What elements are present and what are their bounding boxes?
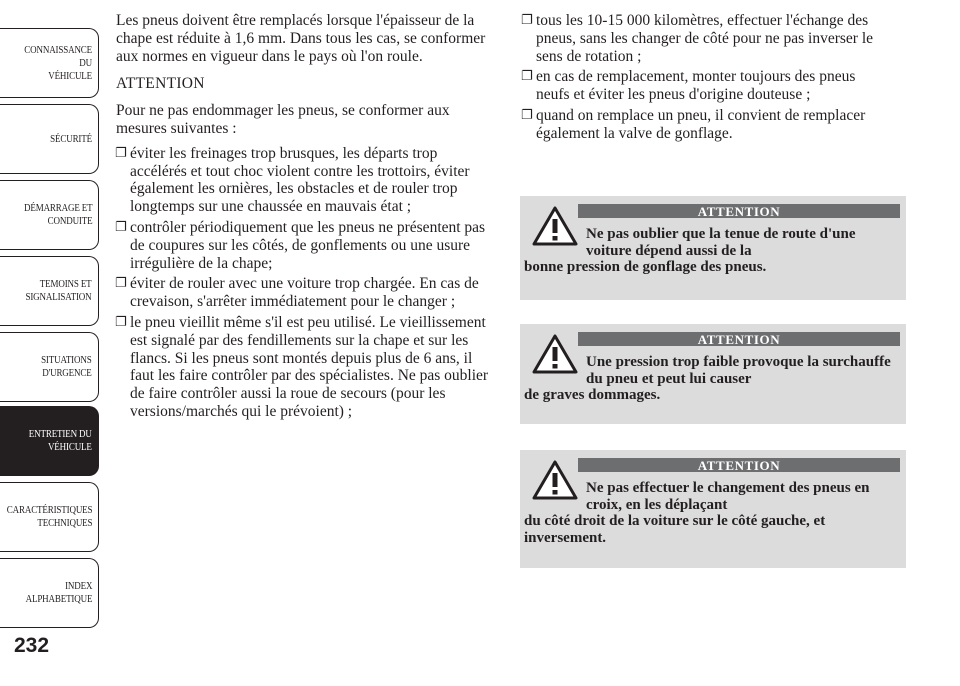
tab-demarrage-et-conduite[interactable]	[0, 180, 99, 250]
list-item: ❐ quand on remplace un pneu, il convient de remplacer également la valve de gonflage.	[522, 107, 892, 143]
list-item: ❐ contrôler périodiquement que les pneus ne présentent pas de coupures sur les côtés, de gonflements ou une usure irrégulière de la chape;	[116, 219, 496, 272]
tab-label: SÉCURITÉ	[50, 132, 92, 145]
tab-securite[interactable]	[0, 104, 99, 174]
tab-situations-d-urgence[interactable]	[0, 332, 99, 402]
warning-text	[524, 480, 900, 546]
tire-care-list	[116, 145, 496, 421]
tab-label: ENTRETIEN DU VÉHICULE	[29, 428, 92, 453]
tire-rotation-list	[522, 12, 892, 143]
warning-text-indented: Ne pas oublier que la tenue de route d'une voiture dépend aussi de la	[586, 226, 856, 259]
warning-text	[524, 354, 900, 404]
tab-label: TEMOINS ET SIGNALISATION	[25, 278, 92, 303]
list-item: ❐ tous les 10-15 000 kilomètres, effectuer l'échange des pneus, sans les changer de côté pour ne pas inverser le sens de rotation ;	[522, 12, 892, 65]
list-item: ❐ en cas de remplacement, monter toujours des pneus neufs et éviter les pneus d'origine douteuse ;	[522, 68, 892, 104]
warning-box	[520, 324, 906, 424]
intro-paragraph: Les pneus doivent être remplacés lorsque l'épaisseur de la chape est réduite à 1,6 mm. Dans tous les cas, se conformer aux normes en vigueur dans le pays où l'on roule.	[116, 12, 486, 65]
tab-label: INDEX ALPHABETIQUE	[25, 580, 92, 605]
warning-box	[520, 450, 906, 568]
warning-text-rest: bonne pression de gonflage des pneus.	[524, 259, 767, 275]
list-item: ❐ le pneu vieillit même s'il est peu utilisé. Le vieillissement est signalé par des fendillements sur la chape et sur les flancs. Si les pneus sont montés depuis plus de 6 ans, il faut les faire contrôler par des spécialistes. Ne pas oublier de faire contrôler aussi la roue de secours (pour les versions/marchés qui le prévoient) ;	[116, 314, 496, 421]
warning-title: ATTENTION	[578, 204, 900, 218]
page-number: 232	[14, 634, 50, 657]
left-column	[116, 12, 496, 424]
tab-temoins-et-signalisation[interactable]	[0, 256, 99, 326]
tab-connaissance-du-vehicule[interactable]	[0, 28, 99, 98]
right-column	[522, 12, 892, 146]
list-item: ❐ éviter de rouler avec une voiture trop chargée. En cas de crevaison, s'arrêter immédiatement pour le changer ;	[116, 275, 496, 311]
list-item: ❐ éviter les freinages trop brusques, les départs trop accélérés et tout choc violent contre les trottoirs, éviter également les ornières, les obstacles et de rouler trop longtemps sur une chaussée en mauvais état ;	[116, 145, 496, 216]
tab-label: SITUATIONS D'URGENCE	[41, 354, 92, 379]
warning-title: ATTENTION	[578, 458, 900, 472]
tab-label: DÉMARRAGE ET CONDUITE	[23, 202, 92, 227]
warning-title: ATTENTION	[578, 332, 900, 346]
tab-index-alphabetique[interactable]	[0, 558, 99, 628]
warning-text	[524, 226, 900, 276]
warning-text-rest: du côté droit de la voiture sur le côté gauche, et inversement.	[524, 513, 826, 546]
tab-label: CONNAISSANCE DU VÉHICULE	[24, 43, 92, 82]
warning-text-indented: Une pression trop faible provoque la surchauffe du pneu et peut lui causer	[586, 354, 891, 387]
tab-entretien-du-vehicule[interactable]	[0, 406, 99, 476]
tab-label: CARACTÉRISTIQUES TECHNIQUES	[6, 504, 92, 529]
warning-text-indented: Ne pas effectuer le changement des pneus en croix, en les déplaçant	[586, 480, 870, 513]
tab-caracteristiques-techniques[interactable]	[0, 482, 99, 552]
warning-box	[520, 196, 906, 300]
section-heading: ATTENTION	[116, 75, 205, 93]
lead-paragraph: Pour ne pas endommager les pneus, se conformer aux mesures suivantes :	[116, 102, 450, 137]
warning-text-rest: de graves dommages.	[524, 387, 661, 403]
